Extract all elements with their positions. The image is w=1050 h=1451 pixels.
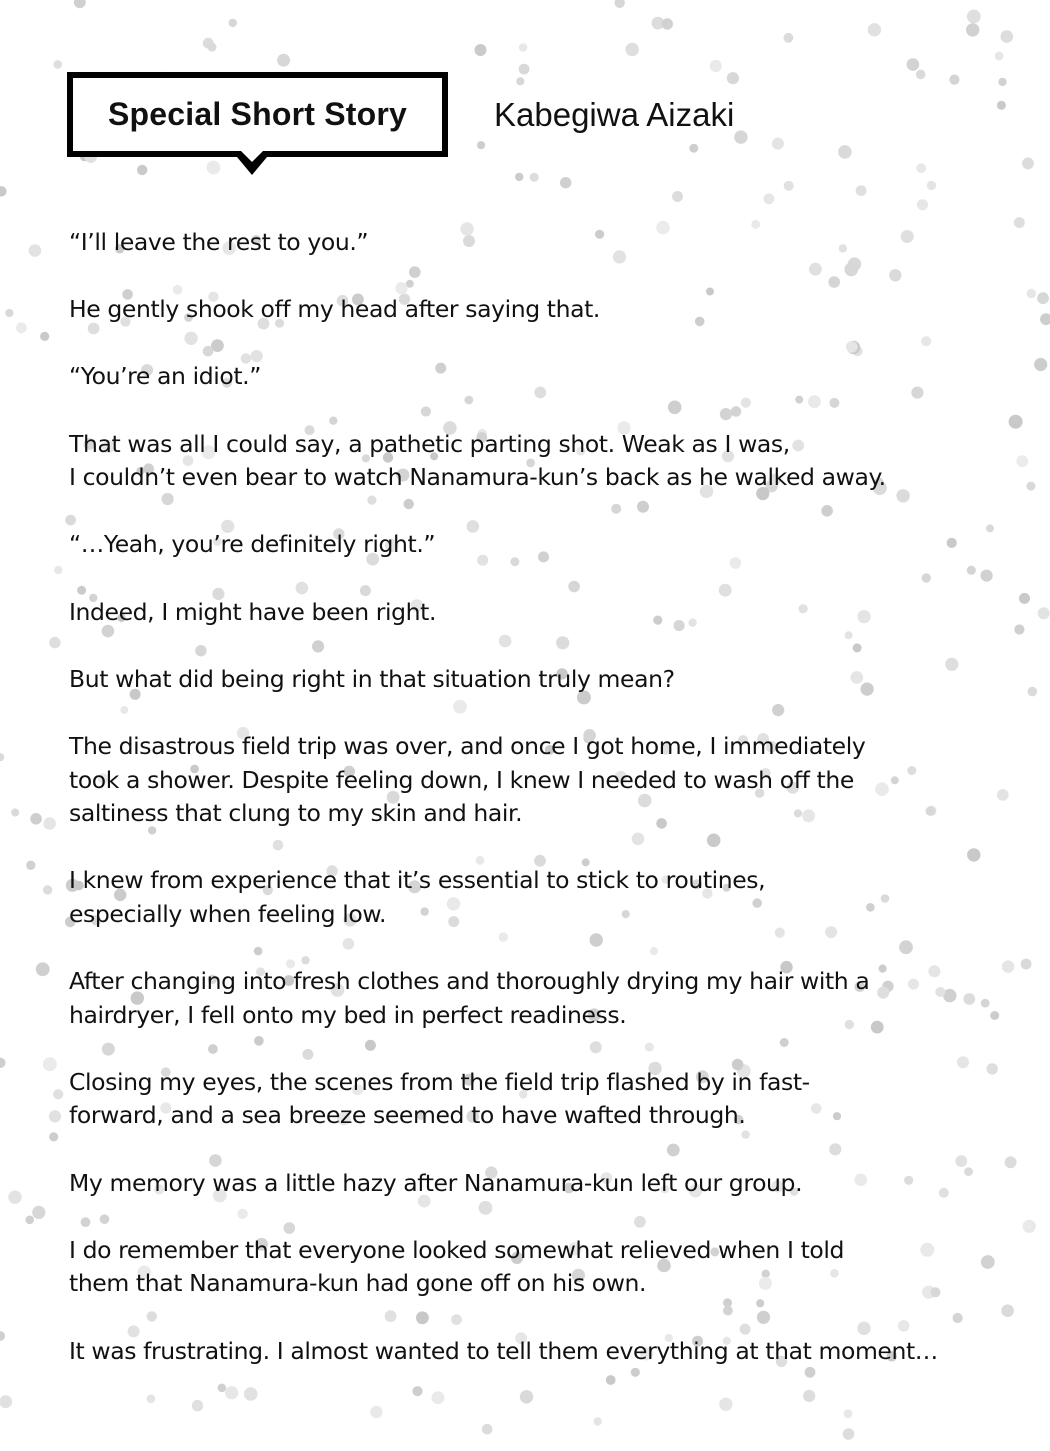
background-dot (1034, 358, 1047, 371)
background-dot (1001, 30, 1014, 43)
background-dot (30, 813, 42, 825)
background-dot (32, 1206, 45, 1219)
background-dot (1027, 289, 1037, 299)
section-label-box (67, 72, 448, 157)
background-dot (74, 0, 86, 8)
background-dot (1019, 593, 1030, 604)
background-dot (0, 753, 4, 761)
background-dot (967, 10, 981, 24)
story-line: especially when feeling low. (69, 899, 387, 928)
background-dot (0, 1331, 5, 1341)
background-dot (8, 1191, 21, 1204)
background-dot (784, 181, 794, 191)
background-dot (990, 1011, 999, 1020)
story-line: Indeed, I might have been right. (69, 597, 437, 626)
background-dot (868, 23, 881, 36)
story-paragraph (69, 226, 938, 260)
story-line: After changing into fresh clothes and thoroughly drying my hair with a (69, 967, 870, 996)
story-paragraph (69, 730, 938, 831)
background-dot (945, 658, 958, 671)
background-dot (1028, 687, 1038, 697)
background-dot (137, 165, 147, 175)
background-dot (907, 58, 920, 71)
background-dot (843, 1428, 855, 1440)
story-line: took a shower. Despite feeling down, I knew I needed to wash off the (69, 765, 854, 794)
background-dot (955, 1155, 967, 1167)
background-dot (1026, 482, 1035, 491)
story-paragraph (69, 965, 938, 1032)
story-line: “…Yeah, you’re definitely right.” (69, 530, 436, 559)
background-dot (1002, 960, 1014, 972)
story-line: I do remember that everyone looked somewhat relieved when I told (69, 1235, 845, 1264)
background-dot (967, 848, 980, 861)
background-dot (727, 72, 739, 84)
story-paragraph (69, 596, 938, 630)
background-dot (1005, 1156, 1017, 1168)
background-dot (966, 23, 979, 36)
section-label: Special Short Story (108, 96, 407, 132)
background-dot (981, 570, 993, 582)
background-dot (43, 817, 56, 830)
background-dot (26, 861, 35, 870)
background-dot (964, 1167, 973, 1176)
background-dot (734, 130, 747, 143)
background-dot (662, 18, 673, 29)
background-dot (43, 885, 52, 894)
background-dot (207, 161, 221, 175)
background-dot (519, 43, 528, 52)
story-line: I couldn’t even bear to watch Nanamura-kun’s back as he walked away. (69, 463, 886, 492)
background-dot (49, 1132, 58, 1141)
background-dot (987, 1063, 998, 1074)
background-dot (764, 193, 775, 204)
background-dot (838, 145, 852, 159)
background-dot (844, 1409, 853, 1418)
background-dot (475, 44, 487, 56)
story-paragraph (69, 360, 938, 394)
background-dot (25, 1216, 34, 1225)
background-dot (1023, 1221, 1032, 1230)
author-name: Kabegiwa Aizaki (494, 96, 735, 133)
background-dot (963, 993, 975, 1005)
story-text (69, 226, 938, 1402)
background-dot (0, 1395, 12, 1408)
story-paragraph (69, 864, 938, 931)
background-dot (5, 309, 13, 317)
background-dot (957, 1056, 969, 1068)
background-dot (11, 809, 19, 817)
background-dot (615, 0, 625, 8)
background-dot (939, 1188, 949, 1198)
story-paragraph (69, 293, 938, 327)
story-line: I knew from experience that it’s essential to stick to routines, (69, 866, 766, 895)
background-dot (995, 52, 1004, 61)
story-line: My memory was a little hazy after Nanamura-kun left our group. (69, 1168, 803, 1197)
story-line: hairdryer, I fell onto my bed in perfect readiness. (69, 1000, 627, 1029)
story-paragraph (69, 1167, 938, 1201)
background-dot (516, 77, 524, 85)
background-dot (229, 19, 237, 27)
background-dot (40, 332, 49, 341)
background-dot (530, 173, 539, 182)
story-line: them that Nanamura-kun had gone off on his own. (69, 1269, 647, 1298)
background-dot (856, 185, 867, 196)
background-dot (998, 78, 1006, 86)
background-dot (917, 199, 928, 210)
background-dot (515, 173, 523, 181)
story-paragraph (69, 1335, 938, 1369)
background-dot (477, 141, 485, 149)
background-dot (29, 244, 42, 257)
background-dot (949, 75, 959, 85)
background-dot (370, 1406, 382, 1418)
story-line: That was all I could say, a pathetic parting shot. Weak as I was, (69, 429, 790, 458)
background-dot (953, 1313, 963, 1323)
story-paragraph (69, 663, 938, 697)
story-paragraph (69, 1066, 938, 1133)
background-dot (916, 163, 926, 173)
background-dot (710, 60, 722, 72)
background-dot (49, 1110, 61, 1122)
background-dot (277, 54, 290, 67)
background-dot (967, 566, 976, 575)
background-dot (772, 138, 784, 150)
story-line: Closing my eyes, the scenes from the field trip flashed by in fast- (69, 1067, 810, 1096)
speech-bubble-tail (232, 151, 272, 179)
background-dot (947, 538, 957, 548)
background-dot (16, 322, 27, 333)
background-dot (981, 1255, 995, 1269)
story-line: The disastrous field trip was over, and once I got home, I immediately (69, 731, 866, 760)
background-dot (0, 186, 7, 196)
story-line: forward, and a sea breeze seemed to have wafted through. (69, 1101, 746, 1130)
background-dot (53, 60, 62, 69)
background-dot (986, 524, 994, 532)
background-dot (1037, 292, 1049, 304)
background-dot (1021, 959, 1032, 970)
story-paragraph (69, 528, 938, 562)
background-dot (594, 1417, 602, 1425)
background-dot (49, 637, 60, 648)
background-dot (53, 1089, 63, 1099)
background-dot (0, 1058, 6, 1068)
background-dot (927, 181, 936, 190)
background-dot (36, 962, 50, 976)
background-dot (43, 1057, 57, 1071)
background-dot (208, 43, 217, 52)
story-paragraph (69, 428, 938, 495)
story-line: saltiness that clung to my skin and hair. (69, 799, 523, 828)
background-dot (981, 999, 990, 1008)
story-line: But what did being right in that situation truly mean? (69, 664, 675, 693)
story-line: He gently shook off my head after saying that. (69, 295, 600, 324)
background-dot (482, 1424, 493, 1435)
background-dot (1001, 1304, 1014, 1317)
background-dot (1016, 455, 1028, 467)
background-dot (997, 101, 1006, 110)
background-dot (1038, 607, 1050, 619)
background-dot (1014, 217, 1025, 228)
story-line: “You’re an idiot.” (69, 362, 261, 391)
background-dot (689, 144, 698, 153)
background-dot (672, 191, 683, 202)
story-line: “I’ll leave the rest to you.” (69, 228, 369, 256)
background-dot (1014, 624, 1024, 634)
background-dot (626, 43, 639, 56)
background-dot (560, 177, 571, 188)
background-dot (1040, 313, 1050, 325)
background-dot (997, 789, 1009, 801)
background-dot (1009, 415, 1023, 429)
background-dot (519, 64, 530, 75)
background-dot (54, 566, 62, 574)
background-dot (916, 70, 926, 80)
background-dot (1022, 158, 1034, 170)
story-paragraph (69, 1234, 938, 1301)
background-dot (784, 33, 794, 43)
story-line: It was frustrating. I almost wanted to tell them everything at that moment… (69, 1336, 938, 1365)
